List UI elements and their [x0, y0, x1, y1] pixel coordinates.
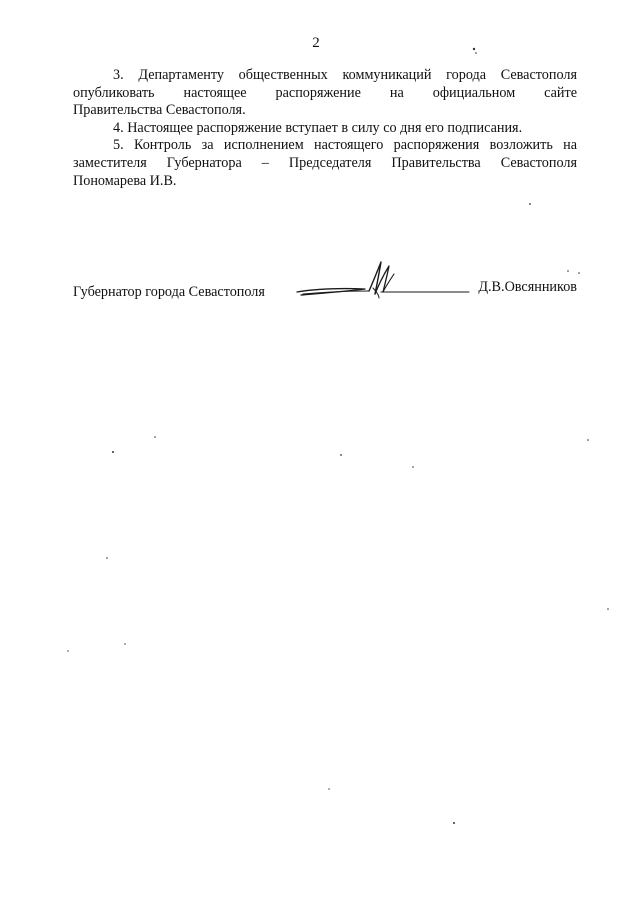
signatory-title: Губернатор города Севастополя — [73, 284, 265, 300]
paragraph-3-text: 3. Департаменту общественных коммуникаций города Севастополя опубликовать настоящее распоряжение на официальном сайте — [73, 67, 577, 101]
paragraph-4-text: 4. Настоящее распоряжение вступает в силу со дня его подписания. — [113, 119, 523, 136]
paragraph-5-end-text: Пономарева И.В. — [73, 172, 177, 189]
signatory-name: Д.В.Овсянников — [478, 279, 577, 295]
handwritten-signature — [295, 258, 471, 304]
paragraph-3-end-text: Правительства Севастополя. — [73, 102, 246, 119]
signature-block — [73, 258, 577, 318]
paragraph-5-text: 5. Контроль за исполнением настоящего распоряжения возложить на заместителя Губернатора – Председателя Правительства Севастополя — [73, 137, 577, 171]
document-body — [73, 67, 577, 190]
paragraph-3-end — [73, 102, 577, 120]
paragraph-5 — [73, 137, 577, 172]
page-number: 2 — [312, 35, 320, 51]
paragraph-3 — [73, 67, 577, 102]
paragraph-4 — [73, 120, 577, 138]
paragraph-5-end — [73, 173, 577, 191]
